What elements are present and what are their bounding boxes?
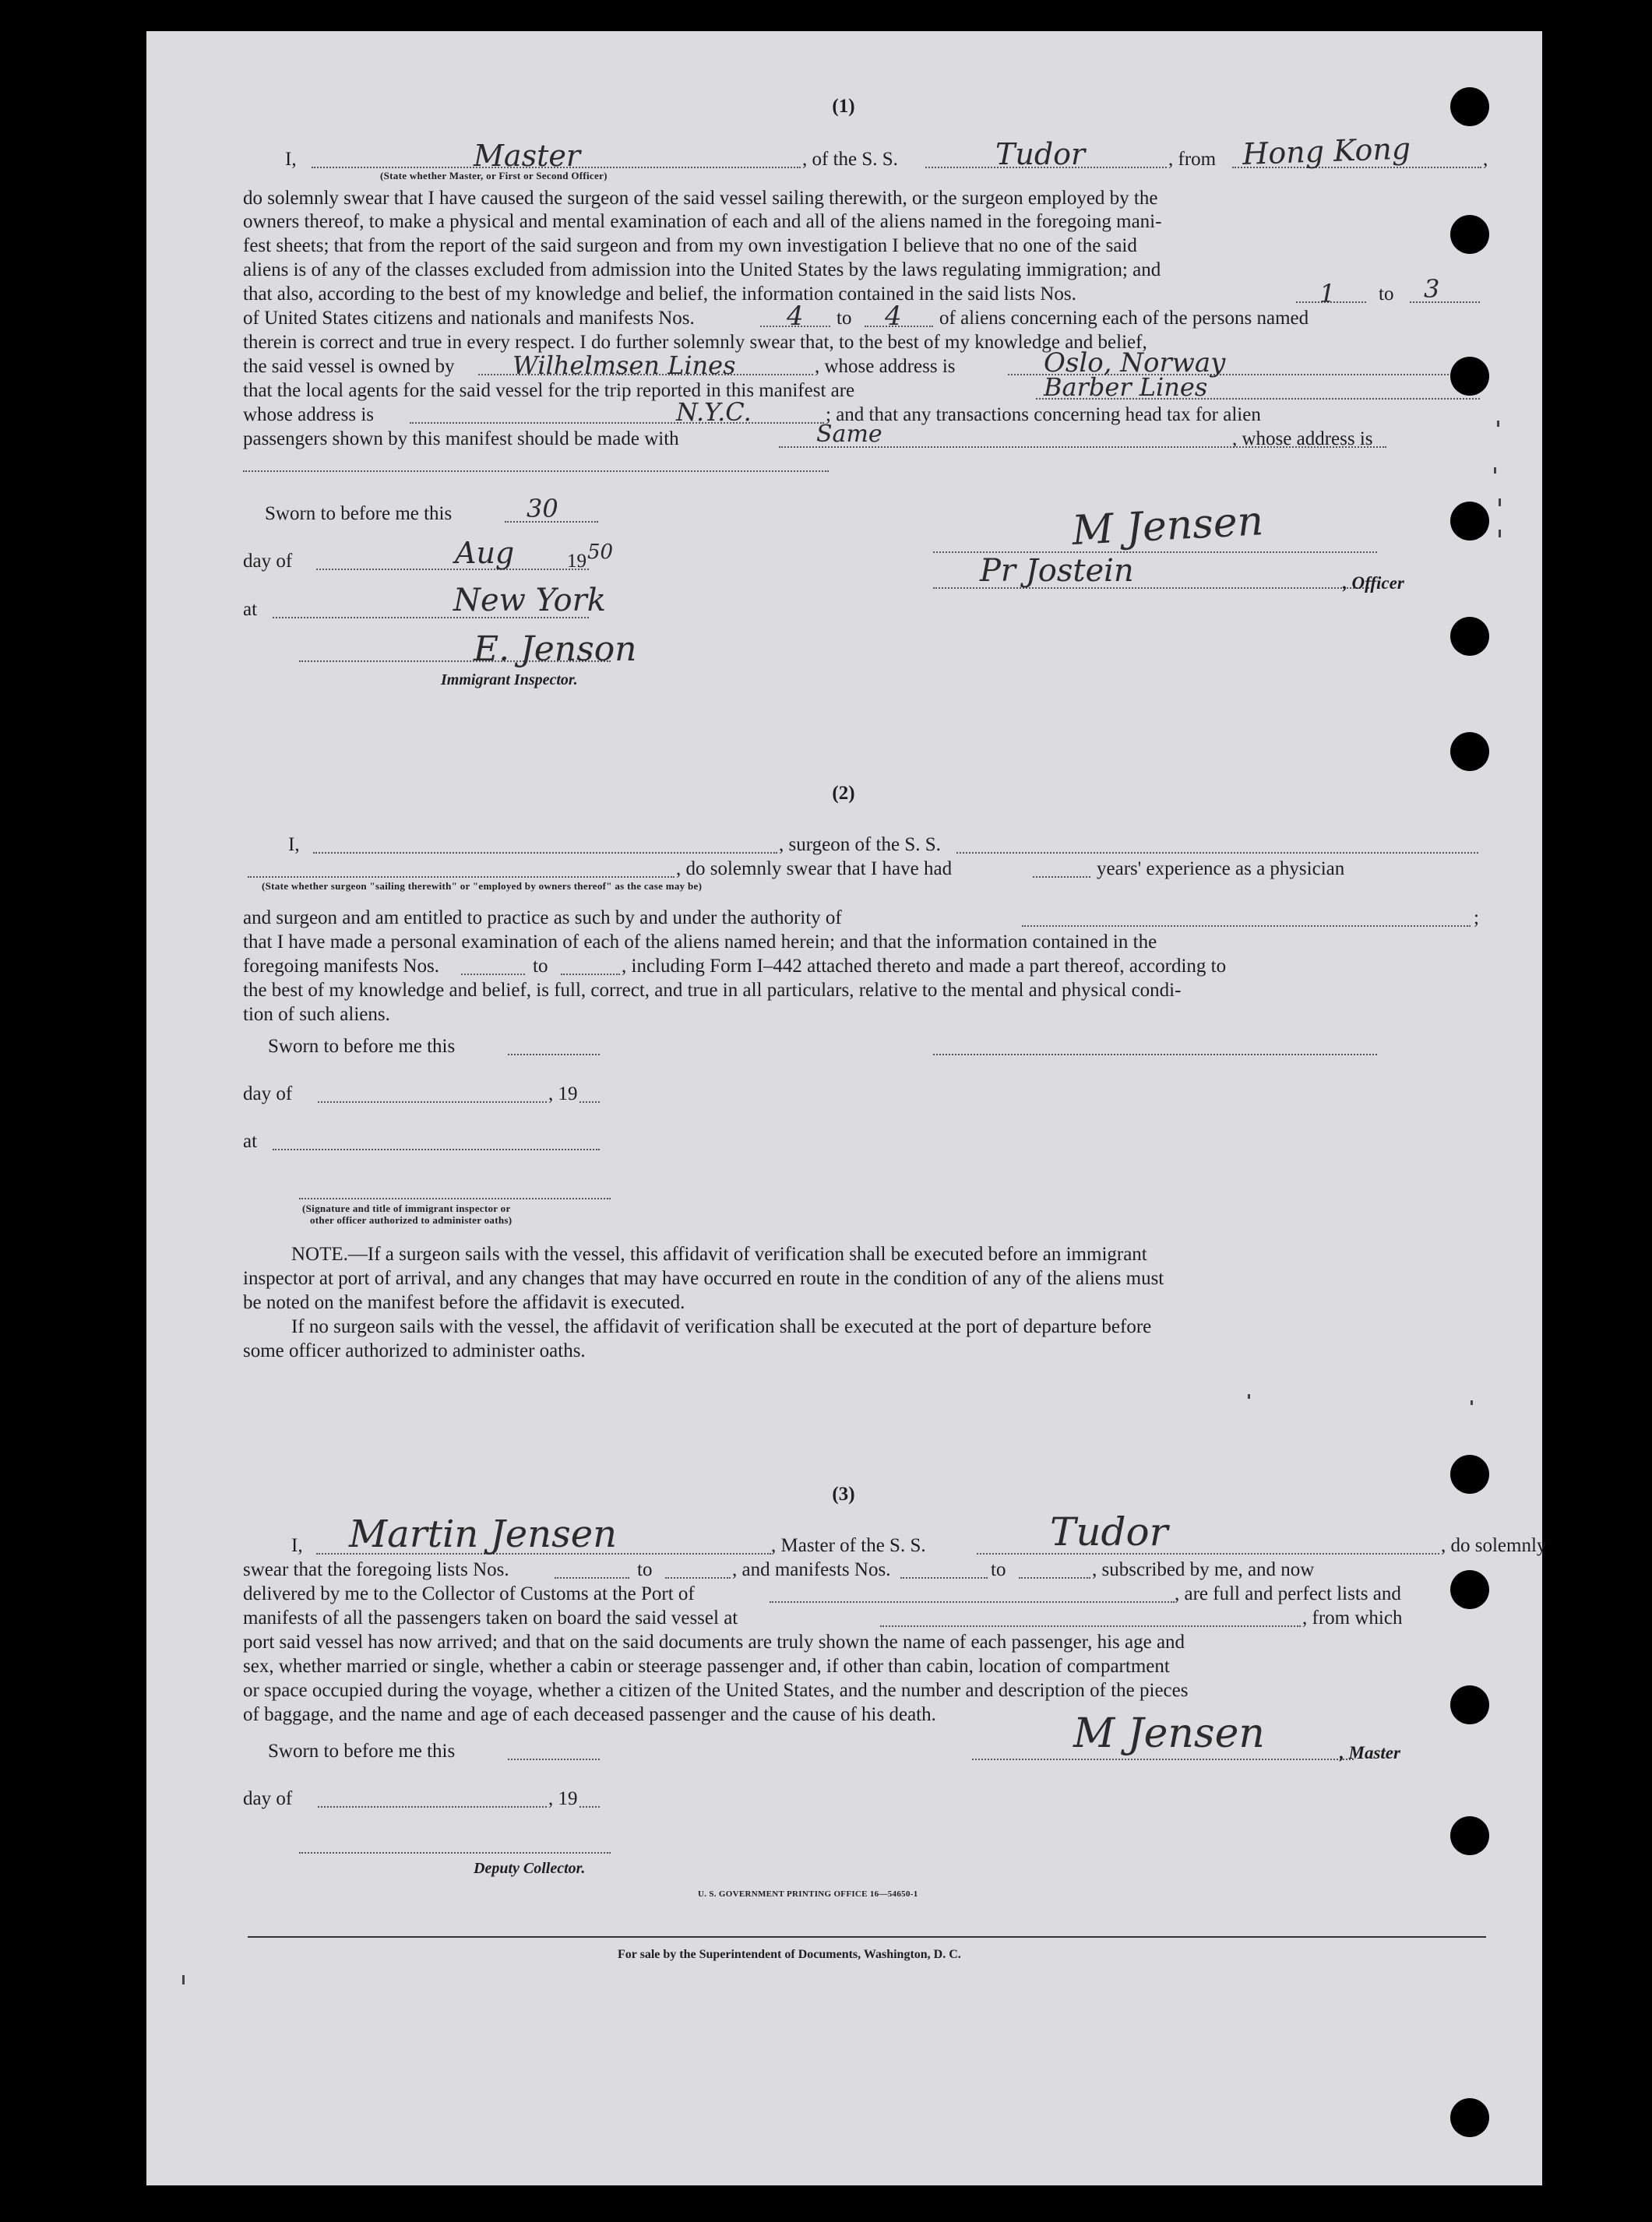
speck [1471, 1400, 1473, 1405]
s2-manifests-to-field[interactable] [561, 974, 620, 975]
s3-manifests-from-field[interactable] [900, 1577, 988, 1579]
s3-month-field[interactable] [318, 1806, 547, 1808]
s3-manifests-to-field[interactable] [1019, 1577, 1090, 1579]
s3-line-4: port said vessel has now arrived; and that on the said documents are truly shown the name of each passenger, his age and [243, 1632, 1185, 1653]
section-3-number: (3) [832, 1484, 855, 1505]
s3-line-7: of baggage, and the name and age of each deceased passenger and the cause of his death. [243, 1704, 936, 1725]
s2-sworn: Sworn to before me this [268, 1036, 456, 1057]
handwritten-month: Aug [455, 536, 515, 570]
s3-sworn: Sworn to before me this [268, 1741, 456, 1762]
s1-line-8a: the said vessel is owned by [243, 356, 455, 377]
s2-years: years' experience as a physician [1097, 858, 1345, 879]
s3-line-2b: , are full and perfect lists and [1175, 1583, 1401, 1604]
s3-day-of: day of [243, 1788, 293, 1809]
s2-sig-caption-1: (Signature and title of immigrant inspector or [302, 1203, 511, 1214]
s2-surgeon-of: , surgeon of the S. S. [779, 834, 941, 855]
s2-place-field[interactable] [273, 1149, 600, 1150]
s3-line-1b: to [637, 1559, 653, 1580]
s3-line-1a: swear that the foregoing lists Nos. [243, 1559, 509, 1580]
s1-comma: , [1483, 149, 1488, 170]
s1-line-8b: , whose address is [815, 356, 956, 377]
s1-line-11a: passengers shown by this manifest should be made with [243, 428, 679, 449]
manifest-page [146, 31, 1547, 2185]
deputy-collector-signature-field[interactable] [299, 1852, 611, 1854]
handwritten-day: 30 [527, 494, 558, 523]
punch-hole [1450, 1455, 1489, 1494]
s3-i: I, [291, 1535, 303, 1556]
speck [1248, 1394, 1250, 1399]
handwritten-place: New York [453, 583, 606, 618]
handwritten-master-signature: M Jensen [1070, 498, 1265, 555]
s2-surgeon-signature-field[interactable] [933, 1054, 1377, 1055]
handwritten-manifests-to: 4 [885, 301, 902, 332]
s3-embark-port-field[interactable] [880, 1625, 1301, 1627]
note-line-3: be noted on the manifest before the affidavit is executed. [243, 1292, 685, 1313]
s2-line-4: the best of my knowledge and belief, is full, correct, and true in all particulars, relative to the mental and physical condi- [243, 980, 1182, 1001]
s3-line-5: sex, whether married or single, whether a cabin or steerage passenger and, if other than cabin, location of compartment [243, 1656, 1170, 1677]
s2-line-3c: , including Form I–442 attached thereto and made a part thereof, according to [622, 956, 1227, 977]
master-label: , Master [1340, 1743, 1400, 1762]
s3-lists-from-field[interactable] [555, 1577, 629, 1579]
surgeon-type-caption: (State whether surgeon "sailing therewith" or "employed by owners thereof" as the case may be) [262, 880, 703, 892]
s2-i: I, [288, 834, 300, 855]
s3-line-1e: , subscribed by me, and now [1092, 1559, 1315, 1580]
note-line-1: NOTE.—If a surgeon sails with the vessel, this affidavit of verification shall be executed before an immigrant [291, 1244, 1147, 1265]
s2-day-of: day of [243, 1083, 293, 1104]
s1-line-6b: of aliens concerning each of the persons named [939, 308, 1309, 329]
handwritten-manifests-from: 4 [787, 301, 804, 332]
s1-line-11b: , whose address is [1232, 428, 1373, 449]
s2-ship-field[interactable] [956, 852, 1478, 854]
s1-line-10b: ; and that any transactions concerning head tax for alien [826, 404, 1261, 425]
s2-sworn-day-field[interactable] [508, 1054, 600, 1055]
s2-year-field[interactable] [579, 1101, 600, 1103]
s2-line-2: that I have made a personal examination of each of the aliens named herein; and that the information contained in the [243, 931, 1157, 953]
s1-line-10a: whose address is [243, 404, 375, 425]
s2-month-field[interactable] [318, 1101, 547, 1103]
s1-to-2: to [837, 308, 852, 329]
handwritten-from-port: Hong Kong [1242, 131, 1411, 171]
speck [1494, 467, 1496, 474]
s3-master-of: , Master of the S. S. [771, 1535, 926, 1556]
s3-line-3b: , from which [1302, 1608, 1403, 1629]
s3-year-field[interactable] [579, 1806, 600, 1808]
handwritten-ship: Tudor [995, 137, 1086, 171]
lists-to-field[interactable] [1410, 301, 1480, 303]
handwritten-officer-signature: Pr Jostein [980, 553, 1134, 589]
s2-at: at [243, 1131, 258, 1152]
note-line-2: inspector at port of arrival, and any changes that may have occurred en route in the condition of any of the aliens must [243, 1268, 1164, 1289]
handwritten-owner: Wilhelmsen Lines [513, 350, 736, 380]
s3-ship-field[interactable] [977, 1553, 1439, 1555]
note-line-5: some officer authorized to administer oaths. [243, 1340, 586, 1361]
s1-line-6a: of United States citizens and nationals and manifests Nos. [243, 308, 695, 329]
s3-lists-to-field[interactable] [665, 1577, 731, 1579]
officer-label: , Officer [1343, 573, 1404, 593]
punch-hole [1450, 1685, 1489, 1724]
s2-line-1a: and surgeon and am entitled to practice as such by and under the authority of [243, 907, 842, 928]
handwritten-agents: Barber Lines [1044, 372, 1208, 402]
s1-sworn: Sworn to before me this [265, 503, 453, 524]
s2-line-3a: foregoing manifests Nos. [243, 956, 440, 977]
punch-hole [1450, 357, 1489, 396]
s1-from: , from [1168, 149, 1217, 170]
speck [1499, 530, 1501, 537]
s3-line-1d: to [991, 1559, 1006, 1580]
footer-sale-notice: For sale by the Superintendent of Documents, Washington, D. C. [618, 1948, 961, 1961]
rank-caption: (State whether Master, or First or Second Officer) [380, 170, 608, 181]
punch-hole [1450, 617, 1489, 656]
s2-swear: , do solemnly swear that I have had [676, 858, 953, 879]
s1-to-1: to [1379, 283, 1394, 305]
s2-year: , 19 [548, 1083, 578, 1104]
s1-month-field[interactable] [316, 569, 589, 570]
s3-line-6: or space occupied during the voyage, whether a citizen of the United States, and the number and description of the pieces [243, 1680, 1189, 1701]
speck [1497, 421, 1499, 427]
punch-hole [1450, 215, 1489, 254]
s3-line-3a: manifests of all the passengers taken on board the said vessel at [243, 1608, 738, 1629]
handwritten-headtax: Same [816, 421, 882, 448]
inspector-caption: Immigrant Inspector. [441, 671, 578, 688]
handwritten-master-name: Martin Jensen [349, 1512, 618, 1556]
punch-hole [1450, 732, 1489, 771]
s1-line-3: fest sheets; that from the report of the said surgeon and from my own investigation I believe that no one of the said [243, 235, 1137, 256]
punch-hole [1450, 1570, 1489, 1609]
s3-port-field[interactable] [770, 1601, 1175, 1603]
deputy-collector-caption: Deputy Collector. [474, 1860, 586, 1877]
s2-manifests-from-field[interactable] [461, 974, 525, 975]
s1-line-2: owners thereof, to make a physical and mental examination of each and all of the aliens named in the foregoing mani- [243, 211, 1162, 232]
s1-at: at [243, 599, 258, 620]
handwritten-owner-address: Oslo, Norway [1044, 347, 1226, 379]
s1-day-of: day of [243, 551, 293, 572]
s3-year: , 19 [548, 1788, 578, 1809]
handwritten-year: 50 [587, 541, 614, 564]
note-line-4: If no surgeon sails with the vessel, the affidavit of verification shall be executed at the port of departure before [291, 1316, 1152, 1337]
s1-year-prefix: 19 [567, 551, 586, 572]
footer-rule [248, 1936, 1486, 1938]
surgeon-type-field[interactable] [248, 876, 675, 878]
s3-line-2a: delivered by me to the Collector of Customs at the Port of [243, 1583, 695, 1604]
punch-hole [1450, 1816, 1489, 1855]
s1-of-ss: , of the S. S. [802, 149, 898, 170]
section-2-number: (2) [832, 783, 855, 804]
headtax-address-field[interactable] [243, 470, 829, 472]
s3-line-1c: , and manifests Nos. [732, 1559, 891, 1580]
agent-address-field[interactable] [410, 422, 824, 424]
s2-line-5: tion of such aliens. [243, 1004, 390, 1025]
handwritten-rank: Master [474, 139, 580, 173]
handwritten-s3-master-signature: M Jensen [1073, 1710, 1265, 1757]
s2-line-3b: to [533, 956, 548, 977]
s1-line-5: that also, according to the best of my knowledge and belief, the information contained in the said lists Nos. [243, 283, 1076, 305]
handwritten-lists-from: 1 [1319, 279, 1336, 308]
s2-semicolon: ; [1474, 907, 1479, 928]
s3-solemnly: , do solemnly [1441, 1535, 1547, 1556]
punch-hole [1450, 87, 1489, 126]
speck [182, 1975, 185, 1984]
s1-line-9: that the local agents for the said vessel for the trip reported in this manifest are [243, 380, 855, 401]
years-field[interactable] [1033, 876, 1090, 878]
s1-line-4: aliens is of any of the classes excluded from admission into the United States by the laws regulating immigration; and [243, 259, 1161, 280]
s2-inspector-signature-field[interactable] [299, 1198, 611, 1199]
s1-line-7: therein is correct and true in every respect. I do further solemnly swear that, to the best of my knowledge and belief, [243, 332, 1147, 353]
handwritten-lists-to: 3 [1424, 274, 1440, 304]
s3-sworn-day-field[interactable] [508, 1759, 600, 1760]
punch-hole [1450, 2098, 1489, 2137]
speck [1499, 498, 1501, 506]
s2-sig-caption-2: other officer authorized to administer oaths) [310, 1214, 513, 1226]
s1-line-1: do solemnly swear that I have caused the surgeon of the said vessel sailing therewith, or the surgeon employed by the [243, 188, 1158, 209]
authority-field[interactable] [1022, 925, 1471, 927]
s3-master-signature-field[interactable] [972, 1759, 1354, 1760]
handwritten-inspector-signature: E. Jenson [474, 629, 637, 669]
handwritten-agent-address: N.Y.C. [676, 397, 752, 427]
surgeon-name-field[interactable] [313, 852, 777, 854]
section-1-number: (1) [832, 96, 855, 117]
handwritten-s3-ship: Tudor [1050, 1509, 1168, 1555]
punch-hole [1450, 502, 1489, 541]
gpo-imprint: U. S. GOVERNMENT PRINTING OFFICE 16—54650-1 [698, 1889, 918, 1899]
s1-i: I, [285, 149, 297, 170]
